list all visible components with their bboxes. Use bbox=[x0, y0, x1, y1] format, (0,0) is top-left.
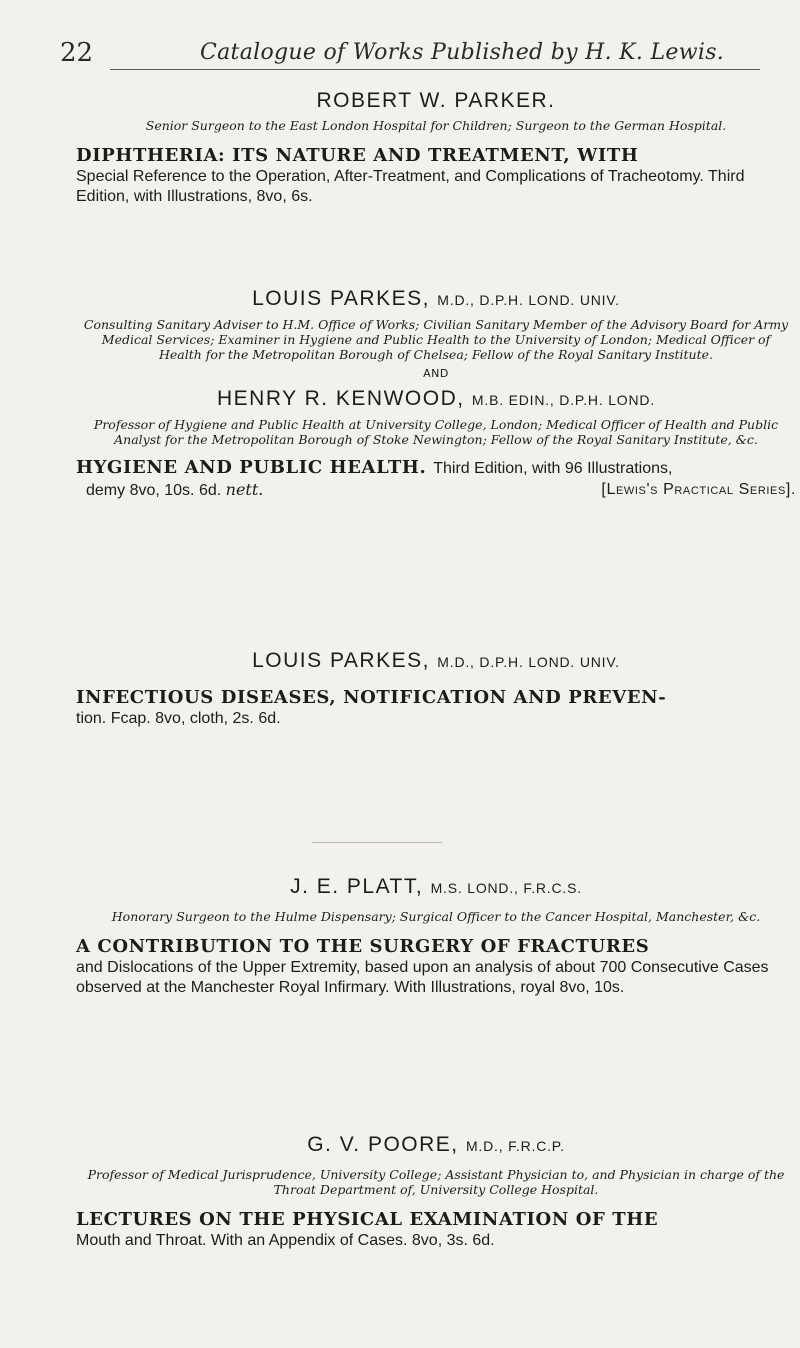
author-line bbox=[76, 1132, 796, 1159]
book-format-price: demy 8vo, 10s. 6d. nett. bbox=[86, 480, 264, 499]
running-title: Catalogue of Works Published by H. K. Lewis. bbox=[200, 40, 725, 65]
book-description: and Dislocations of the Upper Extremity, based upon an analysis of about 700 Consecutive Cases observed at the Manchester Royal Infirmary. With Illustrations, royal 8vo, 10s. bbox=[76, 959, 769, 996]
author-line bbox=[76, 286, 796, 313]
author-name: ROBERT W. PARKER. bbox=[316, 89, 556, 112]
author-degrees: M.D., F.R.C.P. bbox=[465, 1138, 565, 1154]
coauthor-name: HENRY R. KENWOOD, bbox=[216, 387, 465, 410]
author-degrees: M.D., D.P.H. LOND. UNIV. bbox=[437, 292, 620, 308]
catalogue-entry-poore bbox=[76, 1132, 796, 1251]
author-line bbox=[76, 648, 796, 675]
catalogue-entry-platt bbox=[76, 874, 796, 998]
catalogue-entry-parkes bbox=[76, 648, 796, 729]
book-title: A CONTRIBUTION TO THE SURGERY OF FRACTURES bbox=[76, 936, 650, 957]
book-title: HYGIENE AND PUBLIC HEALTH. bbox=[76, 457, 427, 478]
catalogue-entry-parker bbox=[76, 88, 796, 207]
author-name: LOUIS PARKES, bbox=[252, 287, 430, 310]
book-title: INFECTIOUS DISEASES, NOTIFICATION AND PREVEN- bbox=[76, 687, 667, 708]
author-name: G. V. POORE, bbox=[307, 1133, 459, 1156]
author-line bbox=[76, 874, 796, 901]
coauthor-credentials: Professor of Hygiene and Public Health at University College, London; Medical Officer of Health and Public Analyst for the Metropolitan Borough of Stoke Newington; Fellow of the Royal Sanitary Institute, &c. bbox=[93, 417, 779, 447]
book-description: Special Reference to the Operation, After-Treatment, and Complications of Tracheotomy. Third Edition, with Illustrations, 8vo, 6s. bbox=[76, 168, 745, 205]
author-degrees: M.S. LOND., F.R.C.S. bbox=[430, 880, 582, 896]
page-header bbox=[60, 38, 790, 78]
author-credentials: Consulting Sanitary Adviser to H.M. Office of Works; Civilian Sanitary Member of the Advisory Board for Army Medical Services; Examiner in Hygiene and Public Health to the University of London; Medical Officer of Health for the Metropolitan Borough of Chelsea; Fellow of the Royal Sanitary Institute. bbox=[83, 317, 789, 362]
author-credentials: Honorary Surgeon to the Hulme Dispensary; Surgical Officer to the Cancer Hospital, Manchester, &c. bbox=[111, 909, 761, 924]
coauthor-line bbox=[76, 386, 796, 413]
book-edition: Third Edition, with 96 Illustrations, bbox=[433, 460, 673, 477]
section-divider bbox=[312, 842, 442, 843]
author-name: LOUIS PARKES, bbox=[252, 649, 430, 672]
book-description-row bbox=[76, 480, 796, 501]
nett-label: nett. bbox=[225, 480, 264, 499]
conjunction: AND bbox=[423, 367, 449, 380]
book-title: DIPHTHERIA: ITS NATURE AND TREATMENT, WITH bbox=[76, 145, 639, 166]
series-name: [Lewis's Practical Series]. bbox=[601, 481, 796, 498]
book-title-line bbox=[76, 457, 796, 480]
book-title: LECTURES ON THE PHYSICAL EXAMINATION OF THE bbox=[76, 1209, 659, 1230]
book-description: Mouth and Throat. With an Appendix of Cases. 8vo, 3s. 6d. bbox=[76, 1232, 495, 1249]
author-degrees: M.D., D.P.H. LOND. UNIV. bbox=[437, 654, 620, 670]
coauthor-degrees: M.B. EDIN., D.P.H. LOND. bbox=[471, 392, 656, 408]
page-number: 22 bbox=[60, 38, 94, 68]
author-credentials: Senior Surgeon to the East London Hospital for Children; Surgeon to the German Hospital. bbox=[145, 118, 727, 133]
author-credentials: Professor of Medical Jurisprudence, University College; Assistant Physician to, and Physician in charge of the Throat Department of, University College Hospital. bbox=[87, 1167, 785, 1197]
catalogue-entry-parkes-kenwood bbox=[76, 286, 796, 501]
header-rule bbox=[110, 69, 760, 70]
author-name: J. E. PLATT, bbox=[290, 875, 424, 898]
book-description: tion. Fcap. 8vo, cloth, 2s. 6d. bbox=[76, 710, 281, 727]
